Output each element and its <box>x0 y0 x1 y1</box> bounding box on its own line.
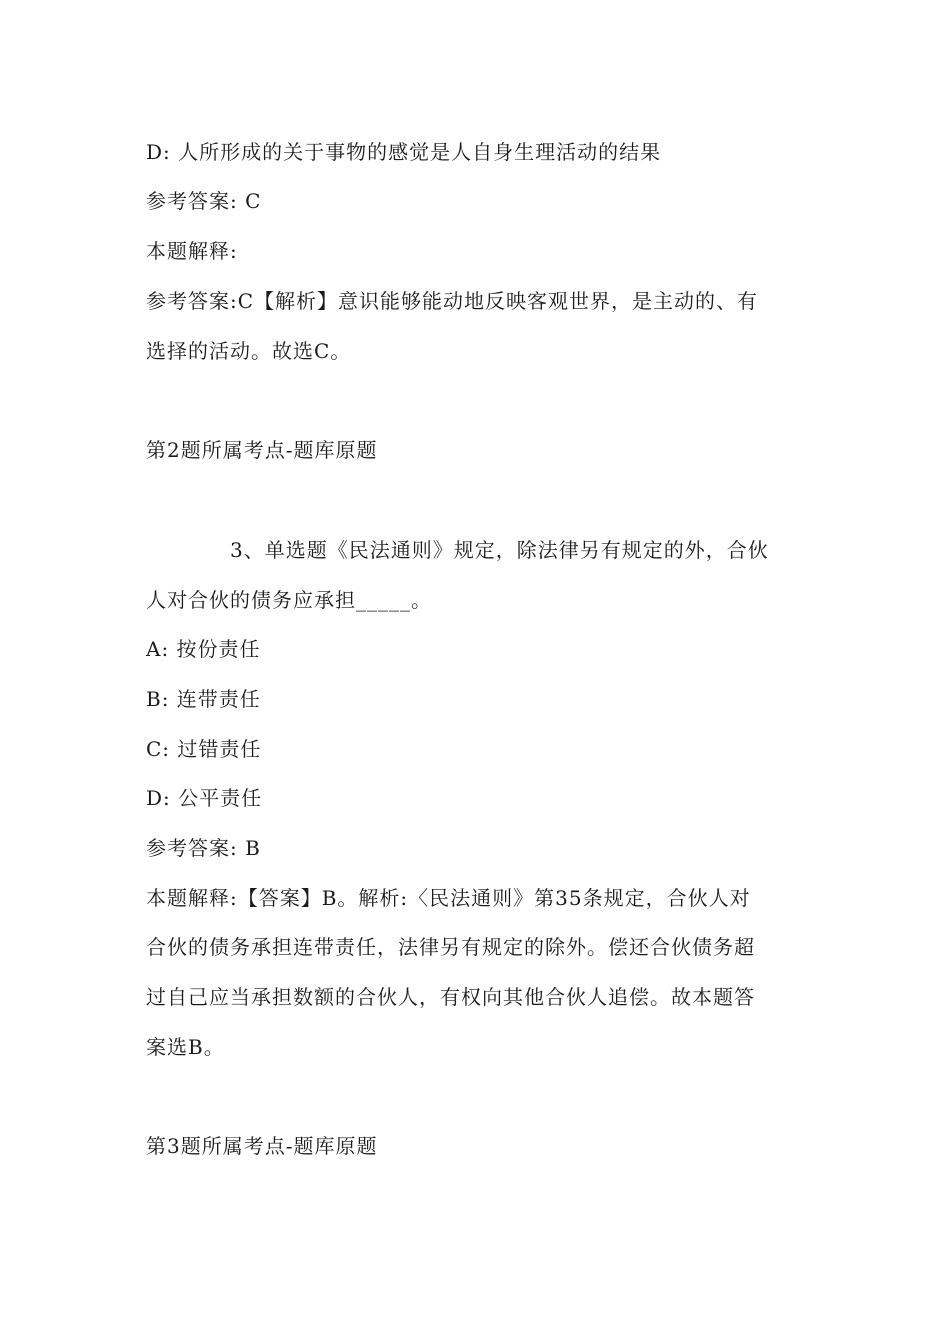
explanation-text: 过自己应当承担数额的合伙人，有权向其他合伙人追偿。故本题答 <box>146 985 755 1009</box>
topic-heading: 第2题所属考点-题库原题 <box>146 438 378 462</box>
question-stem: 人对合伙的债务应承担_____。 <box>146 588 432 612</box>
explanation-text: 合伙的债务承担连带责任，法律另有规定的除外。偿还合伙债务超 <box>146 935 755 959</box>
topic-heading: 第3题所属考点-题库原题 <box>146 1134 378 1158</box>
option-b: B: 连带责任 <box>146 687 261 711</box>
reference-answer: 参考答案: C <box>146 189 262 213</box>
explanation-text: 本题解释:【答案】B。解析:〈民法通则》第35条规定，合伙人对 <box>146 886 751 910</box>
option-a: A: 按份责任 <box>146 637 261 661</box>
option-c: C: 过错责任 <box>146 737 262 761</box>
question-stem: 3、单选题《民法通则》规定，除法律另有规定的外，合伙 <box>230 538 769 562</box>
option-d: D: 公平责任 <box>146 786 263 810</box>
explanation-label: 本题解释: <box>146 239 238 263</box>
explanation-text: 选择的活动。故选C。 <box>146 339 352 363</box>
explanation-text: 参考答案:C【解析】意识能够能动地反映客观世界，是主动的、有 <box>146 289 759 313</box>
reference-answer: 参考答案: B <box>146 836 261 860</box>
explanation-text: 案选B。 <box>146 1035 225 1059</box>
option-d: D: 人所形成的关于事物的感觉是人自身生理活动的结果 <box>146 140 662 164</box>
